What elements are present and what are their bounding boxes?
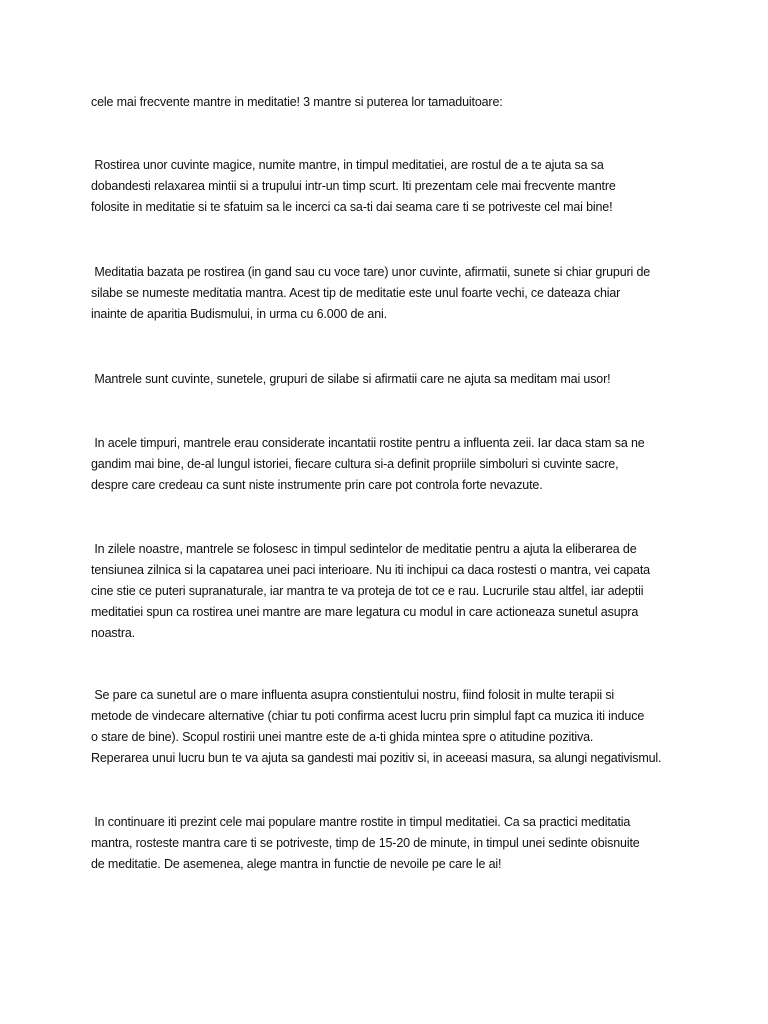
paragraph: Mantrele sunt cuvinte, sunetele, grupuri de silabe si afirmatii care ne ajuta sa meditam mai usor! bbox=[91, 372, 611, 386]
paragraph: Meditatia bazata pe rostirea (in gand sau cu voce tare) unor cuvinte, afirmatii, sunete si chiar grupuri de silabe se numeste meditatia mantra. Acest tip de meditatie este unul foarte vechi, ce dateaza chiar inainte de aparitia Budismului, in urma cu 6.000 de ani. bbox=[91, 265, 651, 321]
paragraph: Rostirea unor cuvinte magice, numite mantre, in timpul meditatiei, are rostul de a te ajuta sa sa dobandesti relaxarea mintii si a trupului intr-un timp scurt. Iti prezentam cele mai frecvente mantre folosite in meditatie si te sfatuim sa le incerci ca sa-ti dai seama care ti se potriveste cel mai bine! bbox=[91, 158, 616, 214]
paragraph: Se pare ca sunetul are o mare influenta asupra constientului nostru, fiind folosit in multe terapii si metode de vindecare alternative (chiar tu poti confirma acest lucru prin simplul fapt ca muzica iti induce o stare de bine). Scopul rostirii unei mantre este de a-ti ghida mintea spre o atitudine pozitiva. Reperarea unui lucru bun te va ajuta sa gandesti mai pozitiv si, in aceeasi masura, sa alungi negativismul. bbox=[91, 688, 662, 765]
document-title: cele mai frecvente mantre in meditatie! 3 mantre si puterea lor tamaduitoare: bbox=[91, 95, 503, 109]
paragraph: In acele timpuri, mantrele erau considerate incantatii rostite pentru a influenta zeii. Iar daca stam sa ne gandim mai bine, de-al lungul istoriei, fiecare cultura si-a definit propriile simboluri si cuvinte sacre, despre care credeau ca sunt niste instrumente prin care pot controla forte nevazute. bbox=[91, 436, 645, 492]
paragraph: In continuare iti prezint cele mai populare mantre rostite in timpul meditatiei. Ca sa practici meditatia mantra, rosteste mantra care ti se potriveste, timp de 15-20 de minute, in timpul unei sedinte obisnuite de meditatie. De asemenea, alege mantra in functie de nevoile pe care le ai! bbox=[91, 815, 640, 871]
paragraph: In zilele noastre, mantrele se folosesc in timpul sedintelor de meditatie pentru a ajuta la eliberarea de tensiunea zilnica si la capatarea unei paci interioare. Nu iti inchipui ca daca rostesti o mantra, vei capata cine stie ce puteri supranaturale, iar mantra te va proteja de tot ce e rau. Lucrurile stau altfel, iar adeptii meditatiei spun ca rostirea unei mantre are mare legatura cu modul in care actioneaza sunetul asupra noastra. bbox=[91, 542, 650, 640]
